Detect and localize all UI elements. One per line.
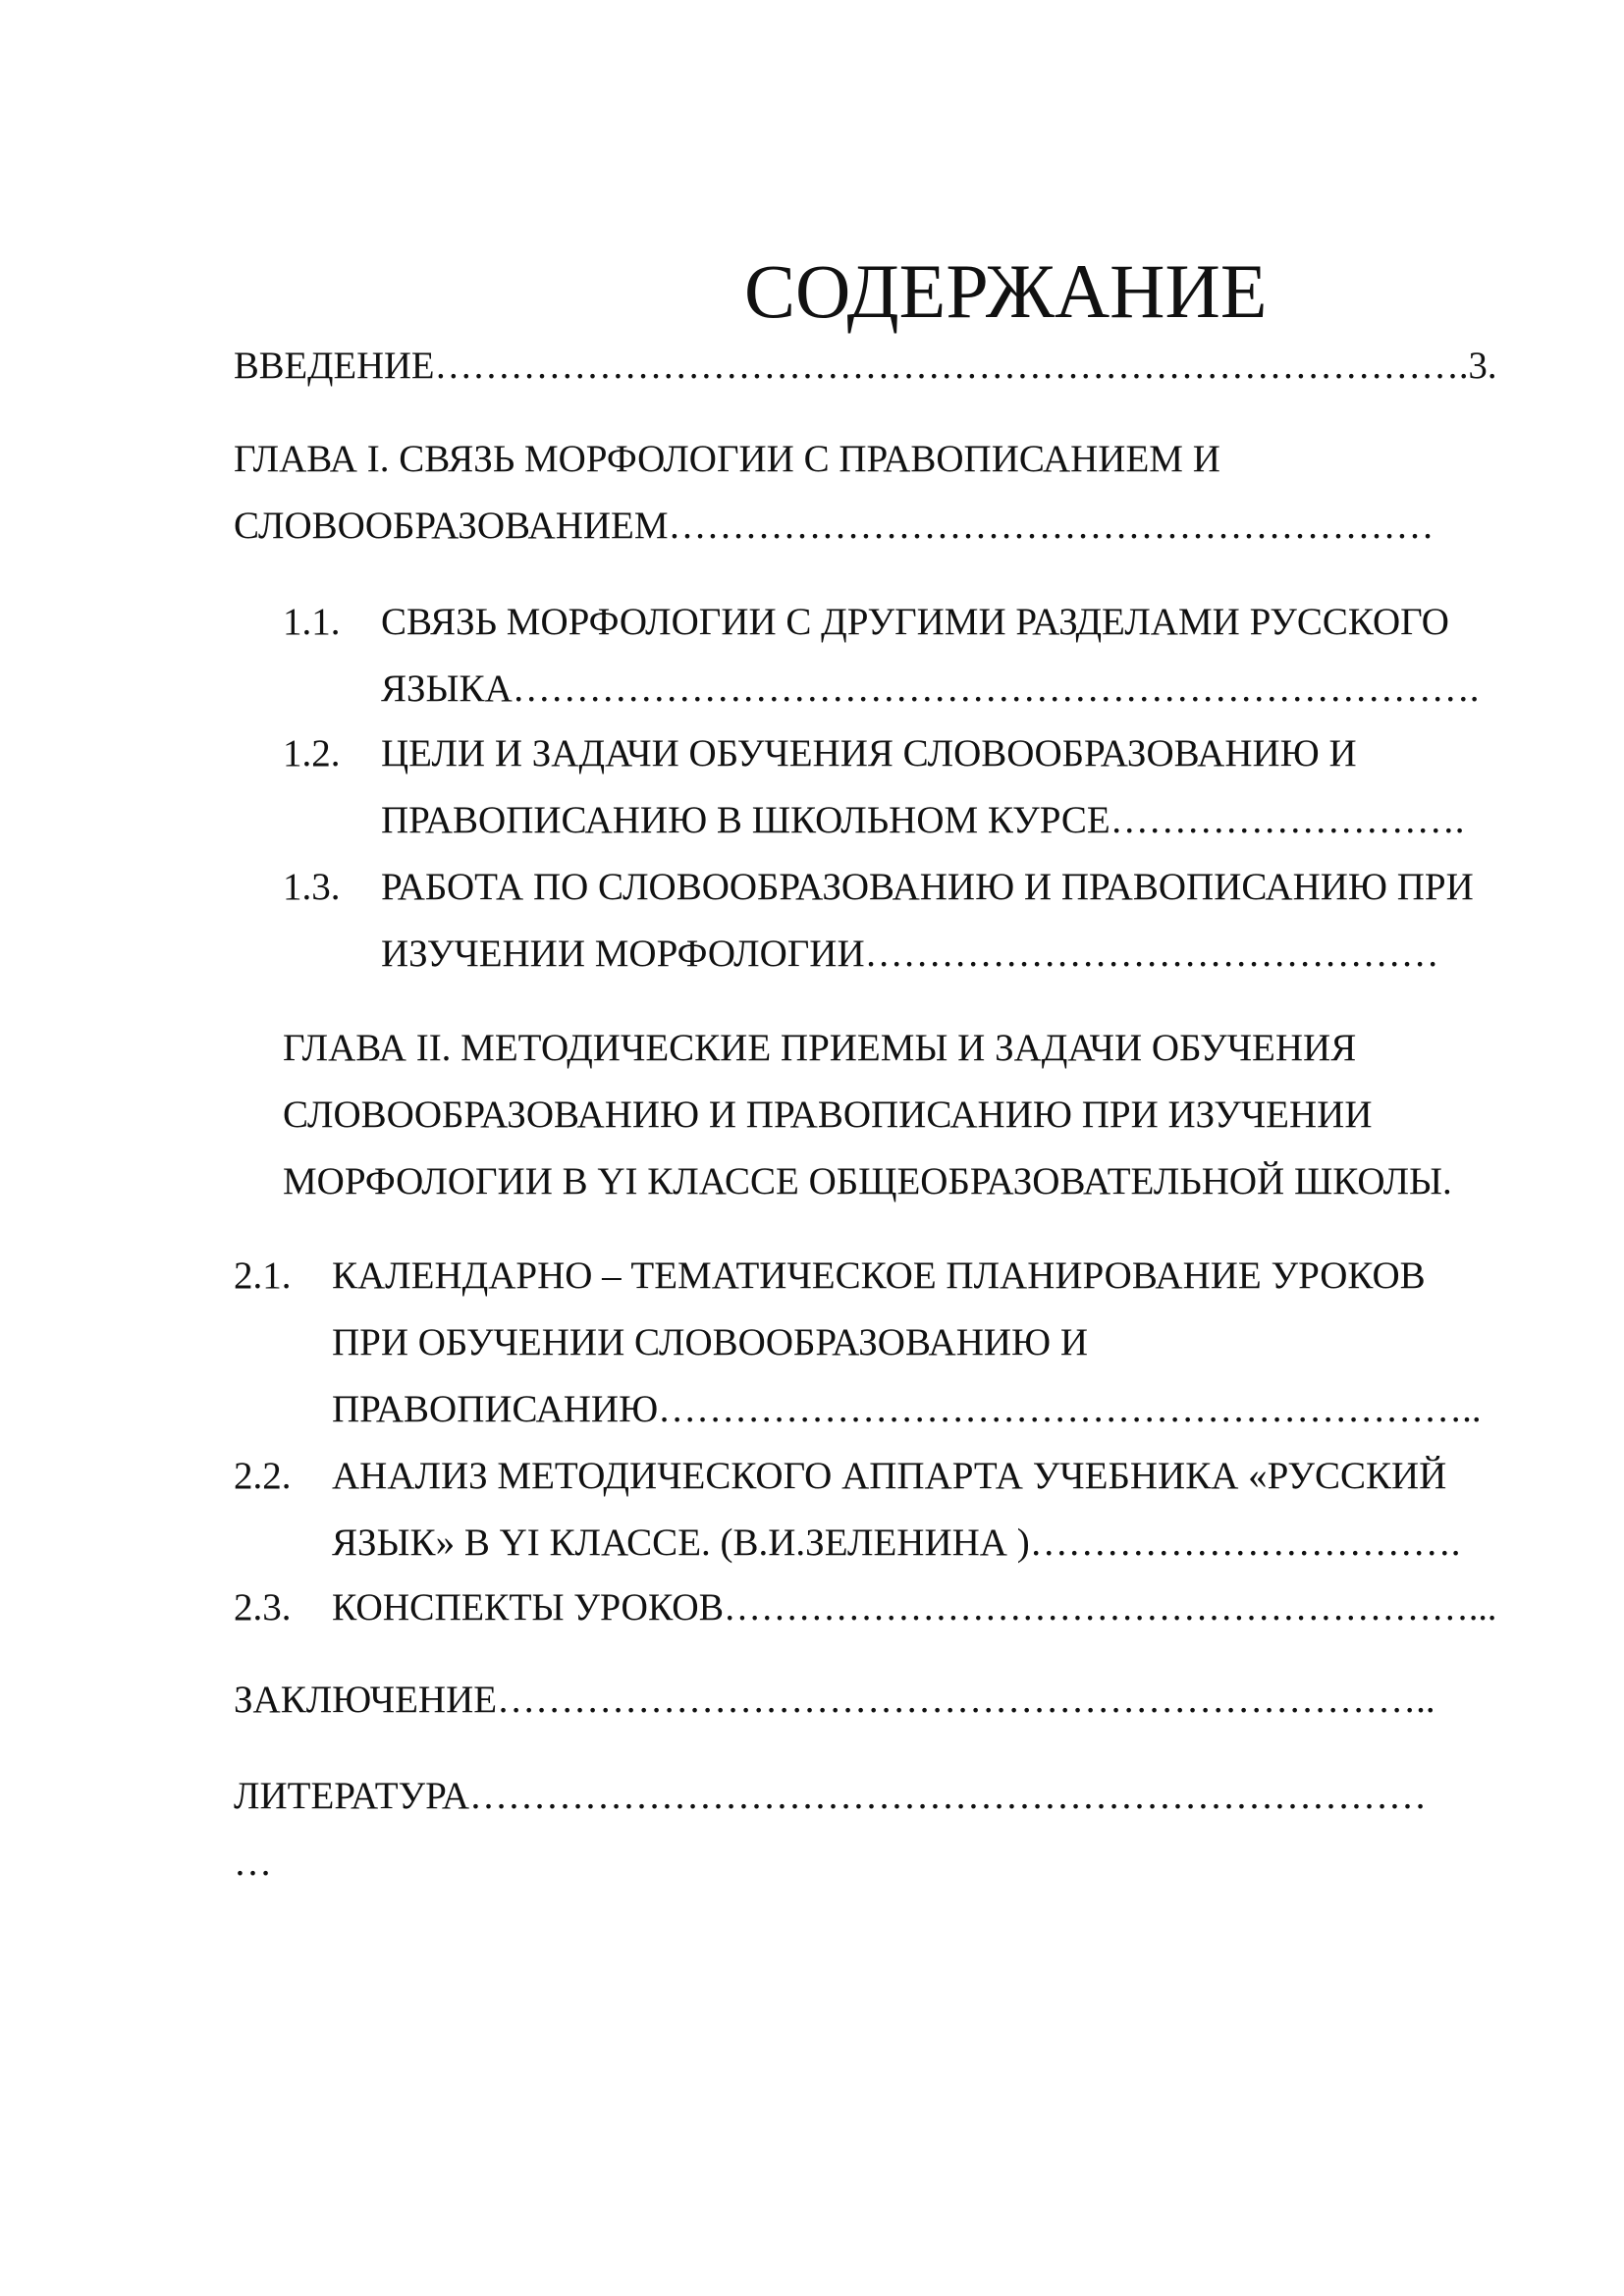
section-title-line: ИЗУЧЕНИИ МОРФОЛОГИИ……………………………………… <box>381 933 1439 975</box>
section-title-line: ПРАВОПИСАНИЮ……………………………………………………….. <box>332 1388 1482 1430</box>
chapter-2-title-line: СЛОВООБРАЗОВАНИЮ И ПРАВОПИСАНИЮ ПРИ ИЗУЧЕНИИ <box>283 1094 1373 1136</box>
chapter-1-title-line: СЛОВООБРАЗОВАНИЕМ…………………………………………………… <box>234 505 1435 547</box>
section-number: 2.3. <box>234 1586 292 1629</box>
section-title-line: РАБОТА ПО СЛОВООБРАЗОВАНИЮ И ПРАВОПИСАНИЮ ПРИ <box>381 866 1474 908</box>
chapter-1-title-line: ГЛАВА I. СВЯЗЬ МОРФОЛОГИИ С ПРАВОПИСАНИЕМ И <box>234 438 1220 480</box>
section-title-line: ПРИ ОБУЧЕНИИ СЛОВООБРАЗОВАНИЮ И <box>332 1321 1089 1363</box>
toc-entry-conclusion: ЗАКЛЮЧЕНИЕ……………………………………………………………….. <box>234 1679 1435 1721</box>
chapter-2-title-line: ГЛАВА II. МЕТОДИЧЕСКИЕ ПРИЕМЫ И ЗАДАЧИ ОБУЧЕНИЯ <box>283 1027 1357 1069</box>
section-number: 1.1. <box>283 601 341 643</box>
literature-title-line: ЛИТЕРАТУРА………………………………………………………………… <box>234 1775 1427 1817</box>
section-title-line: СВЯЗЬ МОРФОЛОГИИ С ДРУГИМИ РАЗДЕЛАМИ РУССКОГО <box>381 601 1449 643</box>
section-number: 2.2. <box>234 1455 292 1497</box>
section-title-line: ПРАВОПИСАНИЮ В ШКОЛЬНОМ КУРСЕ………………………. <box>381 799 1465 841</box>
section-title-line: ЦЕЛИ И ЗАДАЧИ ОБУЧЕНИЯ СЛОВООБРАЗОВАНИЮ И <box>381 732 1357 774</box>
chapter-2-title-line: МОРФОЛОГИИ В ҮI КЛАССЕ ОБЩЕОБРАЗОВАТЕЛЬНОЙ ШКОЛЫ. <box>283 1160 1452 1202</box>
section-title-line: АНАЛИЗ МЕТОДИЧЕСКОГО АППАРТА УЧЕБНИКА «РУССКИЙ <box>332 1455 1447 1497</box>
section-number: 1.2. <box>283 732 341 774</box>
section-title-line: КОНСПЕКТЫ УРОКОВ……………………………………………………... <box>332 1586 1497 1629</box>
section-title-line: КАЛЕНДАРНО – ТЕМАТИЧЕСКОЕ ПЛАНИРОВАНИЕ УРОКОВ <box>332 1255 1426 1297</box>
section-number: 2.1. <box>234 1255 292 1297</box>
section-number: 1.3. <box>283 866 341 908</box>
section-title-line: ЯЗЫКА…………………………………………………………………. <box>381 667 1480 710</box>
section-title-line: ЯЗЫК» В ҮI КЛАССЕ. (В.И.ЗЕЛЕНИНА )……………………………. <box>332 1522 1461 1564</box>
toc-title: СОДЕРЖАНИЕ <box>744 248 1268 334</box>
toc-entry-introduction: ВВЕДЕНИЕ……………………………………………………………………….3. <box>234 345 1497 387</box>
literature-title-line: … <box>234 1842 272 1884</box>
